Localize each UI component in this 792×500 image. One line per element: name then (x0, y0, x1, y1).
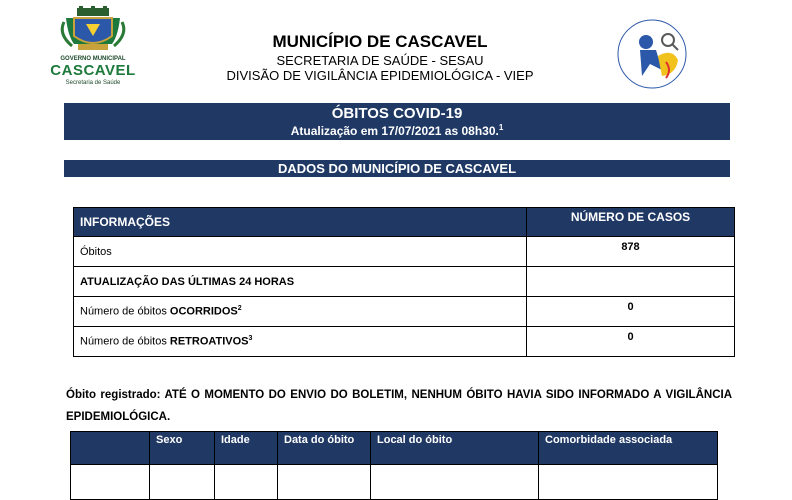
row-value (527, 267, 735, 297)
header-informacoes: INFORMAÇÕES (74, 208, 527, 237)
header-sexo: Sexo (150, 432, 215, 465)
deaths-table (70, 431, 718, 500)
epidemiology-emblem-icon (606, 12, 702, 96)
header-blank (71, 432, 150, 465)
section-banner: DADOS DO MUNICÍPIO DE CASCAVEL (64, 160, 730, 177)
empty-cell (371, 465, 539, 500)
empty-cell (278, 465, 371, 500)
table-row (71, 465, 718, 500)
header-local-obito: Local do óbito (371, 432, 539, 465)
table-row (74, 237, 735, 267)
footnote-marker: 1 (498, 123, 504, 132)
secretaria-title: SECRETARIA DE SAÚDE - SESAU (276, 53, 484, 68)
row-label: Número de óbitos RETROATIVOS$^3$ (74, 327, 527, 357)
table-row (74, 267, 735, 297)
logo-caption-bottom: Secretaria de Saúde (65, 80, 121, 86)
municipio-title: MUNICÍPIO DE CASCAVEL (272, 32, 488, 51)
update-timestamp: Atualização em 17/07/2021 as 08h30.$^1$ (290, 123, 504, 138)
deaths-table-header (71, 432, 718, 465)
info-table (73, 207, 735, 357)
row-label: Número de óbitos OCORRIDOS$^2$ (74, 297, 527, 327)
header-idade: Idade (215, 432, 278, 465)
empty-cell (71, 465, 150, 500)
title-banner (64, 103, 730, 140)
row-value: 878 (527, 237, 735, 267)
table-row (74, 327, 735, 357)
empty-cell (215, 465, 278, 500)
obito-registrado-note: Óbito registrado: ATÉ O MOMENTO DO ENVIO DO BOLETIM, NENHUM ÓBITO HAVIA SIDO INFORMADO A VIGILÂNCIA EPIDEMIOLÓGICA. (66, 389, 732, 423)
info-table-header (74, 208, 735, 237)
row-value: 0 (527, 297, 735, 327)
divisao-title: DIVISÃO DE VIGILÂNCIA EPIDEMIOLÓGICA - VIEP (226, 68, 534, 83)
report-title: ÓBITOS COVID-19 (331, 105, 463, 122)
logo-caption-top: GOVERNO MUNICIPAL (60, 56, 126, 62)
logo-wordmark: CASCAVEL (50, 62, 136, 79)
cascavel-logo (38, 6, 148, 92)
viep-logo (606, 12, 702, 96)
header-numero-casos: NÚMERO DE CASOS (527, 208, 735, 237)
row-label: ATUALIZAÇÃO DAS ÚLTIMAS 24 HORAS (74, 267, 527, 297)
row-label: Óbitos (74, 237, 527, 267)
header-comorbidade: Comorbidade associada (539, 432, 718, 465)
empty-cell (539, 465, 718, 500)
table-row (74, 297, 735, 327)
empty-cell (150, 465, 215, 500)
header-data-obito: Data do óbito (278, 432, 371, 465)
row-value: 0 (527, 327, 735, 357)
